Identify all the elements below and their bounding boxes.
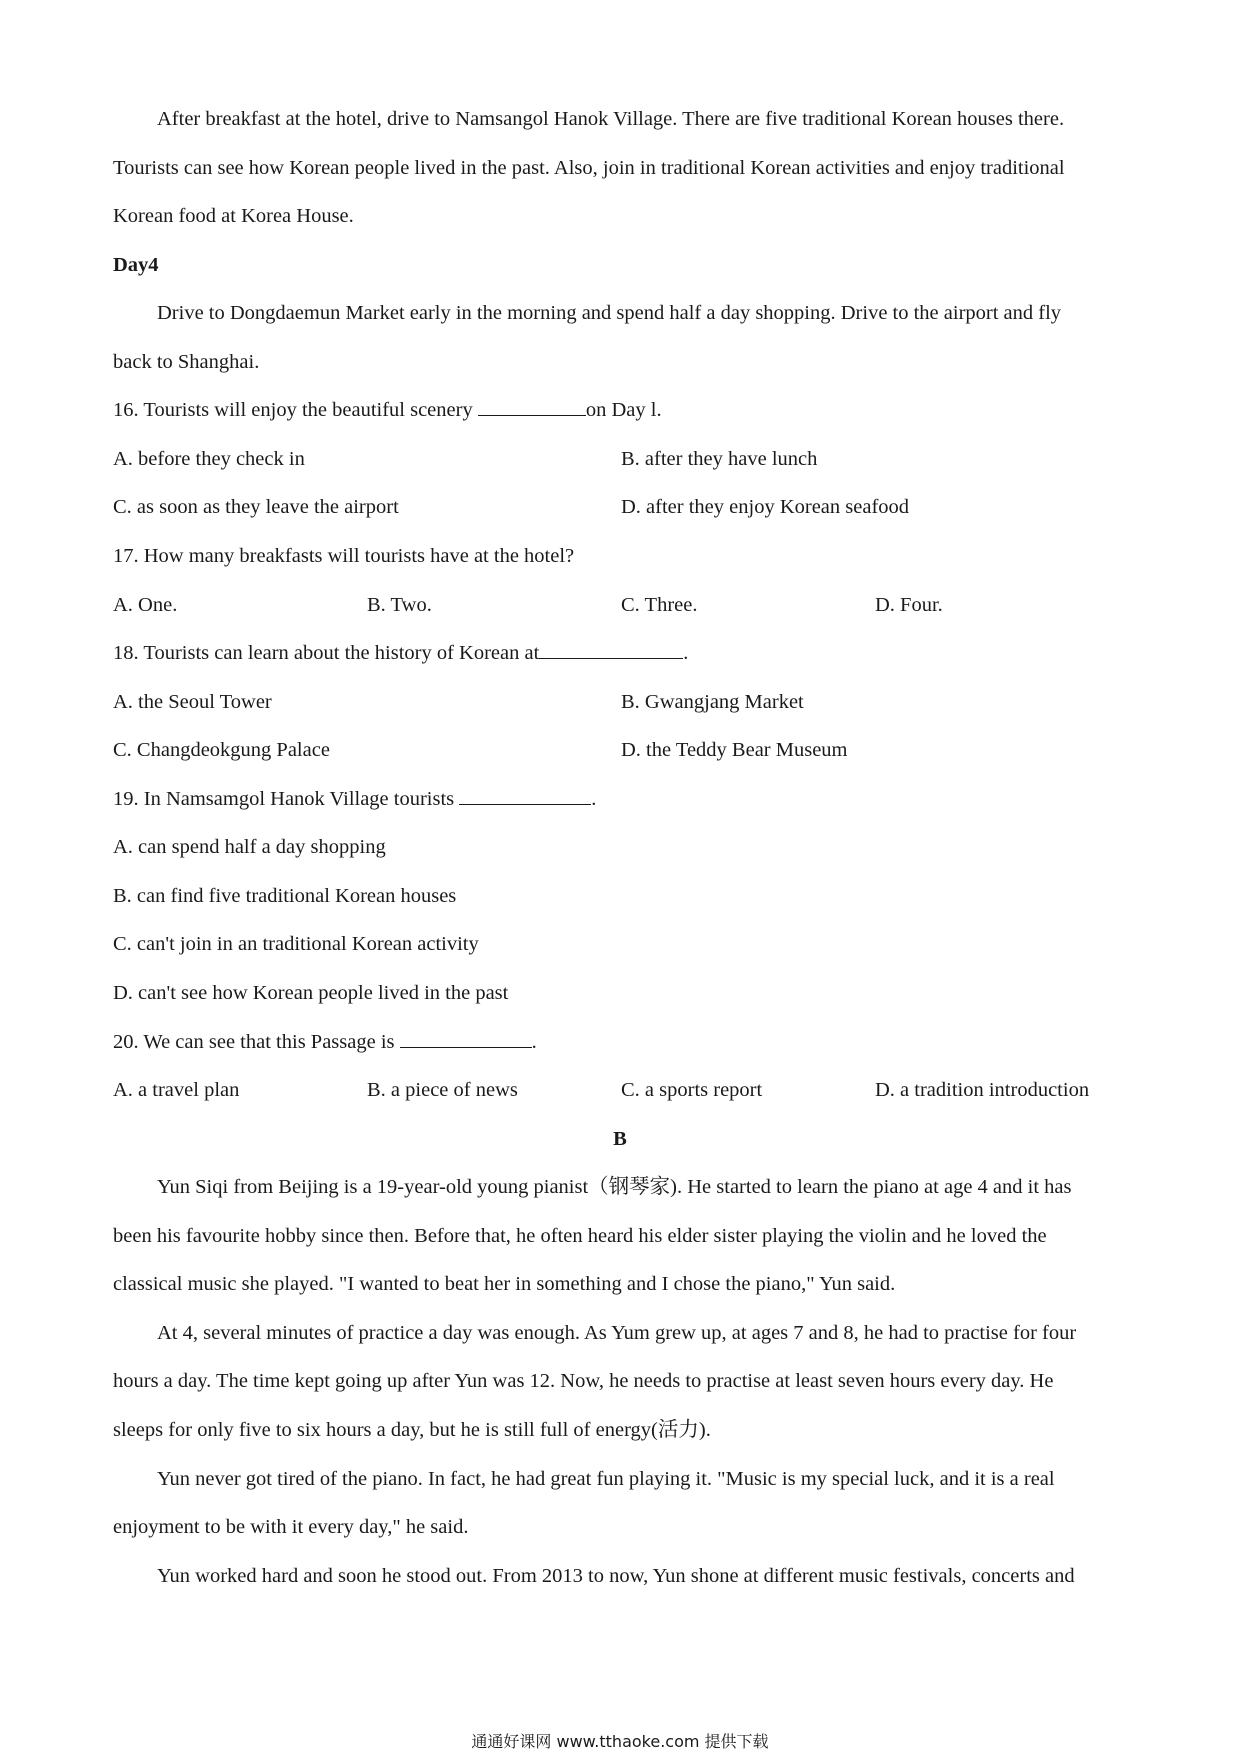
question-18-option-c: C. Changdeokgung Palace (113, 739, 330, 761)
passage-b-p1-line-2: been his favourite hobby since then. Before that, he often heard his elder sister playing the violin and he loved the (113, 1225, 1047, 1247)
question-18-text: 18. Tourists can learn about the history of Korean at (113, 642, 540, 664)
page-footer: 通通好课网 www.tthaoke.com 提供下载 (471, 1732, 769, 1751)
question-18-tail: . (683, 642, 689, 664)
question-16-option-b: B. after they have lunch (621, 448, 818, 470)
question-19-option-b: B. can find five traditional Korean houses (113, 885, 457, 907)
passage-b-p4-line-1: Yun worked hard and soon he stood out. From 2013 to now, Yun shone at different music festivals, concerts and (157, 1565, 1075, 1587)
day4-line-1: Drive to Dongdaemun Market early in the morning and spend half a day shopping. Drive to the airport and fly (157, 302, 1062, 324)
question-17-stem (113, 543, 574, 569)
question-16-option-a: A. before they check in (113, 448, 305, 470)
passage-b-p1-line-3: classical music she played. "I wanted to beat her in something and I chose the piano," Yun said. (113, 1273, 896, 1295)
passage-b-p3-line-2: enjoyment to be with it every day," he said. (113, 1516, 469, 1538)
answer-blank (459, 786, 591, 805)
question-19-option-c: C. can't join in an traditional Korean activity (113, 933, 479, 955)
day3-line-3: Korean food at Korea House. (113, 205, 354, 227)
passage-b-p2-line-1: At 4, several minutes of practice a day was enough. As Yum grew up, at ages 7 and 8, he had to practise for four (157, 1322, 1077, 1344)
question-19-option-d: D. can't see how Korean people lived in the past (113, 982, 509, 1004)
day3-line-1: After breakfast at the hotel, drive to Namsangol Hanok Village. There are five traditional Korean houses there. (157, 108, 1065, 130)
question-18-stem (113, 640, 688, 666)
question-19-stem (113, 786, 596, 812)
question-17-option-d: D. Four. (875, 594, 943, 616)
question-17-text: 17. How many breakfasts will tourists have at the hotel? (113, 545, 575, 567)
question-20-stem (113, 1029, 537, 1055)
question-19-option-a: A. can spend half a day shopping (113, 836, 386, 858)
answer-blank (539, 640, 683, 659)
passage-b-p1-line-1: Yun Siqi from Beijing is a 19-year-old young pianist（钢琴家). He started to learn the piano at age 4 and it has (157, 1176, 1072, 1198)
answer-blank (400, 1029, 532, 1048)
question-17-option-a: A. One. (113, 594, 178, 616)
question-16-tail: on Day l. (585, 399, 662, 421)
question-20-text: 20. We can see that this Passage is (113, 1031, 400, 1053)
question-20-option-a: A. a travel plan (113, 1079, 240, 1101)
question-19-tail: . (591, 788, 597, 810)
question-18-option-d: D. the Teddy Bear Museum (621, 739, 848, 761)
question-20-option-d: D. a tradition introduction (875, 1079, 1090, 1101)
question-16-option-d: D. after they enjoy Korean seafood (621, 496, 910, 518)
question-16-stem (113, 397, 662, 423)
passage-b-heading: B (613, 1128, 627, 1150)
day4-line-2: back to Shanghai. (113, 351, 260, 373)
question-20-option-b: B. a piece of news (367, 1079, 518, 1101)
question-20-tail: . (531, 1031, 537, 1053)
day4-heading: Day4 (113, 254, 159, 276)
day3-line-2: Tourists can see how Korean people lived in the past. Also, join in traditional Korean activities and enjoy traditional (113, 157, 1065, 179)
answer-blank (478, 397, 586, 416)
question-16-text: 16. Tourists will enjoy the beautiful scenery (113, 399, 478, 421)
question-16-option-c: C. as soon as they leave the airport (113, 496, 399, 518)
question-17-option-c: C. Three. (621, 594, 698, 616)
passage-b-p2-line-3: sleeps for only five to six hours a day, but he is still full of energy(活力). (113, 1419, 711, 1441)
passage-b-p3-line-1: Yun never got tired of the piano. In fact, he had great fun playing it. "Music is my special luck, and it is a real (157, 1468, 1055, 1490)
question-20-option-c: C. a sports report (621, 1079, 763, 1101)
question-18-option-b: B. Gwangjang Market (621, 691, 804, 713)
question-18-option-a: A. the Seoul Tower (113, 691, 272, 713)
question-17-option-b: B. Two. (367, 594, 432, 616)
passage-b-p2-line-2: hours a day. The time kept going up after Yun was 12. Now, he needs to practise at least seven hours every day. He (113, 1370, 1054, 1392)
question-19-text: 19. In Namsamgol Hanok Village tourists (113, 788, 460, 810)
